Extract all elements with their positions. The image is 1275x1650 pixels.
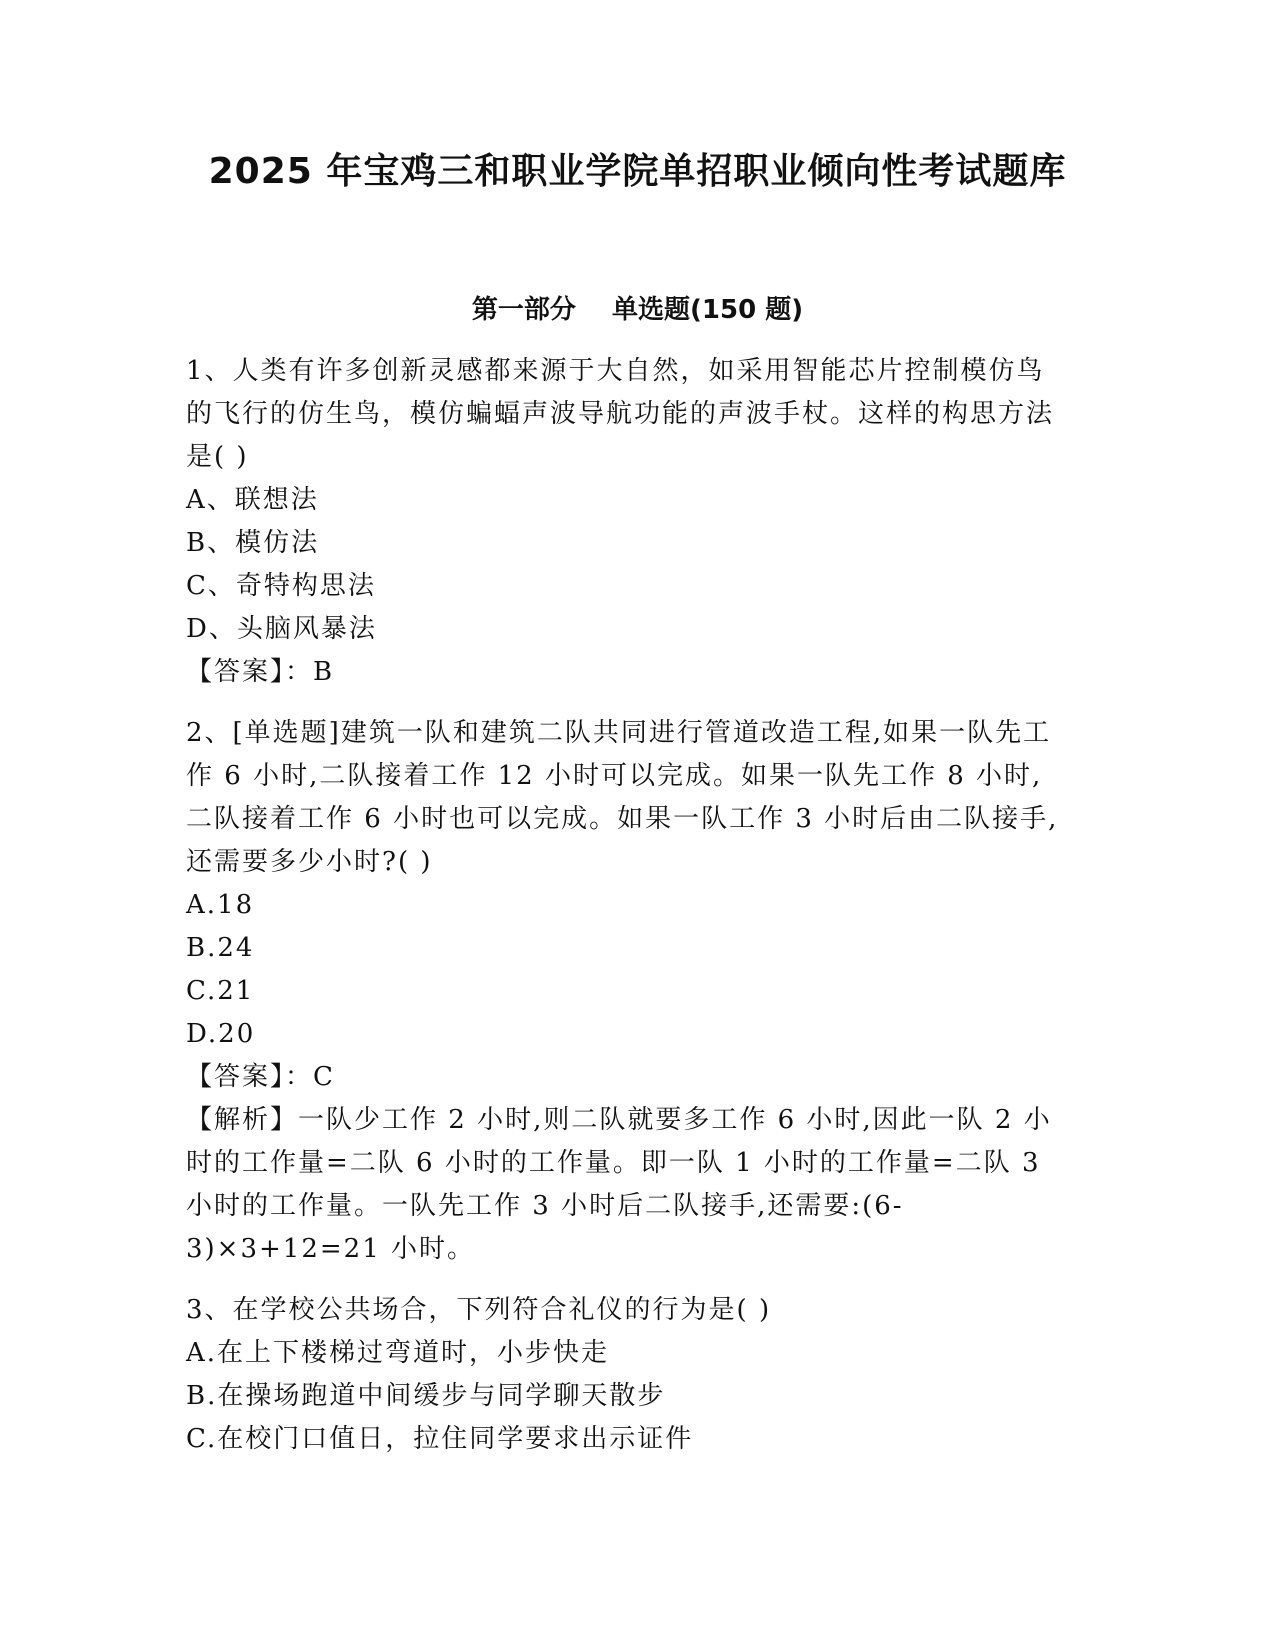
question-list: [186, 350, 1066, 1479]
question-3: [186, 1289, 1066, 1461]
option-b: B、模仿法: [186, 528, 320, 558]
option-c: C.在校门口值日，拉住同学要求出示证件: [186, 1424, 694, 1454]
option-d: D、头脑风暴法: [186, 614, 377, 644]
option-a: A、联想法: [186, 485, 319, 515]
option-b: B.在操场跑道中间缓步与同学聊天散步: [186, 1381, 666, 1411]
section-heading: 第一部分 单选题(150 题): [471, 295, 804, 325]
question-stem: 2、[单选题]建筑一队和建筑二队共同进行管道改造工程,如果一队先工作 6 小时,二队接着工作 12 小时可以完成。如果一队先工作 8 小时,二队接着工作 6 小时也可以完成。如果一队工作 3 小时后由二队接手,还需要多少小时?( ): [186, 718, 1059, 877]
option-a: A.18: [186, 890, 255, 920]
explanation: 【解析】一队少工作 2 小时,则二队就要多工作 6 小时,因此一队 2 小时的工作量=二队 6 小时的工作量。即一队 1 小时的工作量=二队 3 小时的工作量。一队先工作 3 小时后二队接手,还需要:(6-3)×3+12=21 小时。: [186, 1105, 1052, 1264]
option-d: D.20: [186, 1019, 256, 1049]
question-2: [186, 712, 1066, 1271]
answer: 【答案】：B: [186, 657, 335, 687]
question-stem: 3、在学校公共场合，下列符合礼仪的行为是( ): [186, 1295, 772, 1325]
question-stem: 1、人类有许多创新灵感都来源于大自然，如采用智能芯片控制模仿鸟的飞行的仿生鸟，模仿蝙蝠声波导航功能的声波手杖。这样的构思方法是( ): [186, 356, 1055, 472]
question-1: [186, 350, 1066, 694]
option-c: C、奇特构思法: [186, 571, 376, 601]
document-title: 2025 年宝鸡三和职业学院单招职业倾向性考试题库: [208, 151, 1067, 192]
option-c: C.21: [186, 976, 255, 1006]
option-a: A.在上下楼梯过弯道时，小步快走: [186, 1338, 610, 1368]
answer: 【答案】：C: [186, 1062, 335, 1092]
option-b: B.24: [186, 933, 255, 963]
